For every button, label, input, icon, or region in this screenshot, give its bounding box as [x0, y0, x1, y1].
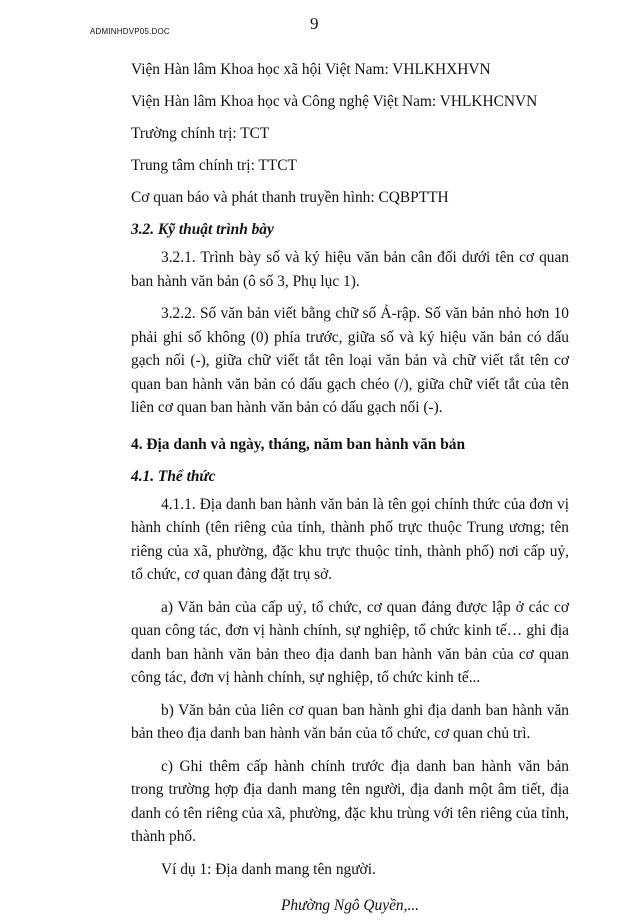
page-number: 9: [310, 14, 319, 33]
paragraph: 3.2.1. Trình bày số và ký hiệu văn bản cân đối dưới tên cơ quan ban hành văn bản (ô số 3, Phụ lục 1).: [131, 249, 569, 290]
abbreviation-line: Viện Hàn lâm Khoa học xã hội Việt Nam: VHLKHXHVN: [131, 61, 491, 78]
abbreviation-line: Trung tâm chính trị: TTCT: [131, 157, 297, 174]
abbreviation-line: Viện Hàn lâm Khoa học và Công nghệ Việt Nam: VHLKHCNVN: [131, 93, 538, 110]
paragraph: 3.2.2. Số văn bản viết bằng chữ số Ả-rập. Số văn bản nhỏ hơn 10 phải ghi số không (0) phía trước, giữa số và ký hiệu văn bản có dấu gạch nối (-), giữa chữ viết tắt tên loại văn bản và chữ viết tắt tên cơ quan ban hành văn bản có dấu gạch chéo (/), giữa chữ viết tắt của tên liên cơ quan ban hành văn bản có dấu gạch nối (-).: [131, 305, 569, 416]
section-heading: 4. Địa danh và ngày, tháng, năm ban hành văn bản: [131, 435, 466, 453]
paragraph: b) Văn bản của liên cơ quan ban hành ghi địa danh ban hành văn bản theo địa danh ban hành văn bản của tổ chức, cơ quan chủ trì.: [131, 701, 569, 742]
abbreviation-line: Trường chính trị: TCT: [131, 125, 270, 142]
paragraph: c) Ghi thêm cấp hành chính trước địa danh ban hành văn bản trong trường hợp địa danh mang tên người, địa danh một âm tiết, địa danh có tên riêng của xã, phường, đặc khu trùng với tên riêng của tỉnh, thành phố.: [131, 757, 569, 845]
example-label: Ví dụ 1: Địa danh mang tên người.: [161, 860, 376, 878]
paragraph: a) Văn bản của cấp uỷ, tổ chức, cơ quan đảng được lập ở các cơ quan công tác, đơn vị hành chính, sự nghiệp, tổ chức kinh tế… ghi địa danh ban hành văn bản theo địa danh ban hành văn bản của cơ quan công tác, đơn vị hành chính, sự nghiệp, tổ chức kinh tế...: [131, 598, 569, 686]
example-text: Phường Ngô Quyền,...: [280, 897, 419, 914]
subsection-heading: 4.1. Thể thức: [131, 467, 216, 485]
section-heading: 3.2. Kỹ thuật trình bày: [131, 221, 274, 238]
document-body: [131, 54, 569, 922]
abbreviation-line: Cơ quan báo và phát thanh truyền hình: CQBPTTH: [131, 189, 449, 206]
doc-code: ADMINHDVP05.DOC: [90, 27, 170, 36]
paragraph: 4.1.1. Địa danh ban hành văn bản là tên gọi chính thức của đơn vị hành chính (tên riêng của tỉnh, thành phố trực thuộc Trung ương; tên riêng của xã, phường, đặc khu trực thuộc tỉnh, thành phố) nơi cấp uỷ, tổ chức, cơ quan đảng đặt trụ sở.: [131, 495, 569, 583]
